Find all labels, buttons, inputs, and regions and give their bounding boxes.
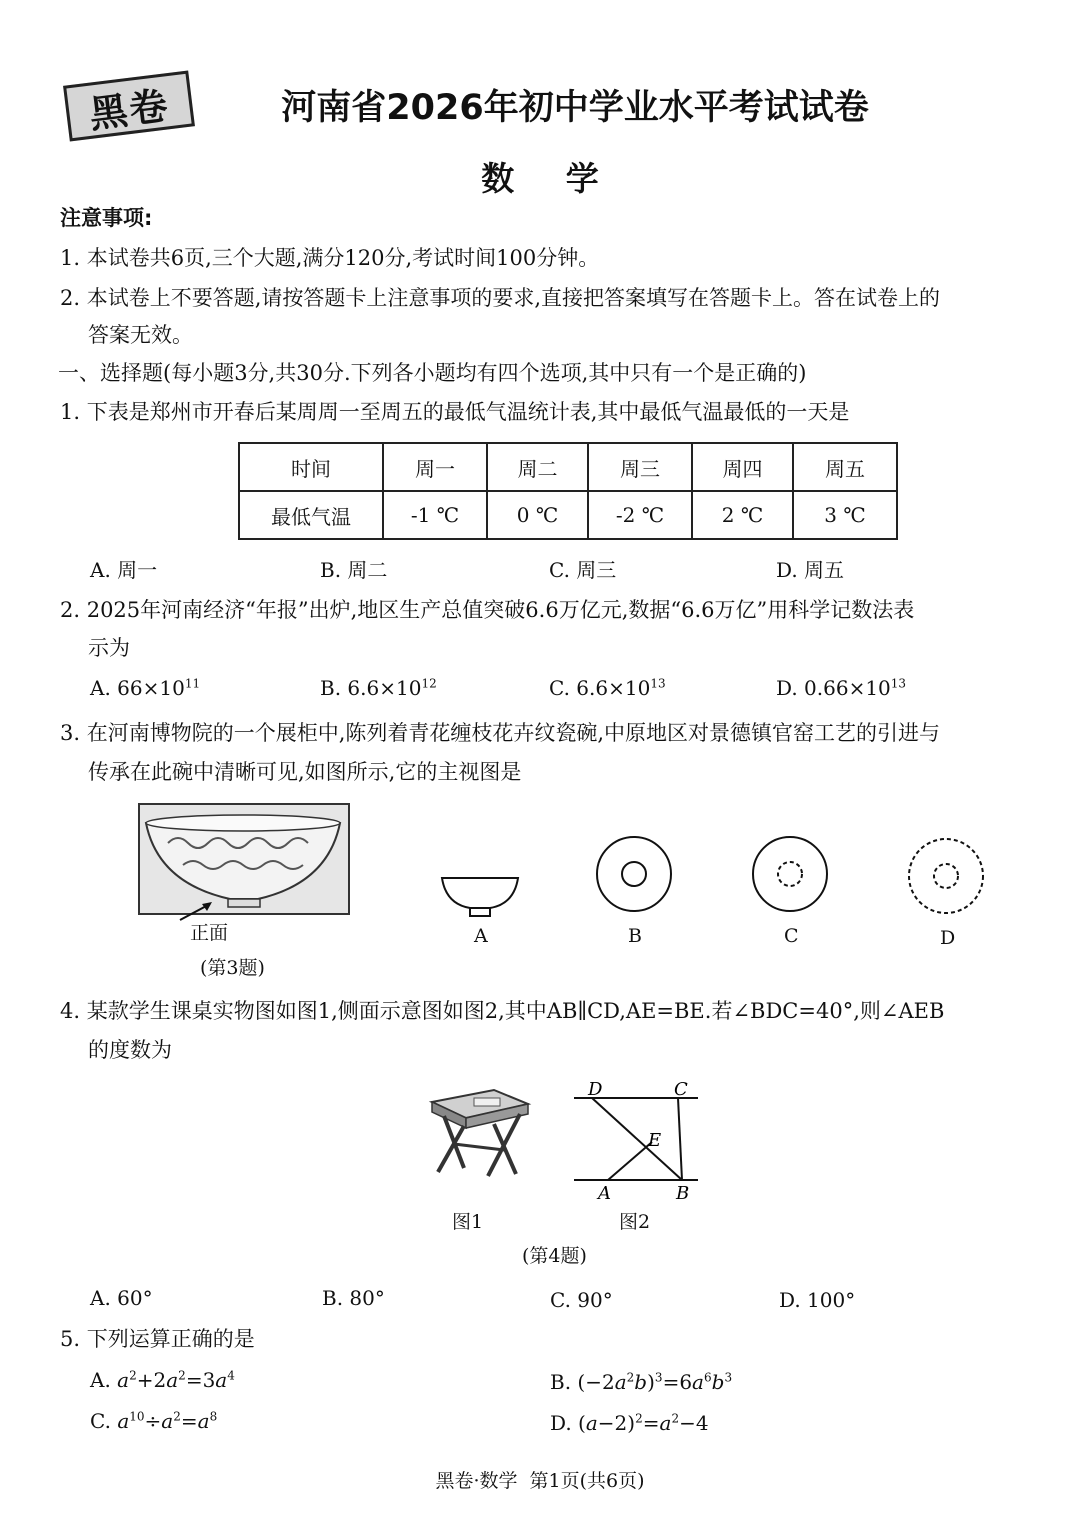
subject-title: 数 学 xyxy=(481,159,619,198)
q3-option-c-figure[interactable] xyxy=(750,834,830,914)
option-text: A. 66×10 xyxy=(90,676,185,700)
q3-option-a-figure[interactable] xyxy=(438,874,522,920)
option-letter: D. xyxy=(550,1411,572,1435)
table-row xyxy=(239,443,897,491)
table-cell: 时间 xyxy=(239,443,383,491)
q2-option-a[interactable] xyxy=(90,676,200,700)
q3-caption: (第3题) xyxy=(200,957,265,979)
option-exponent: 11 xyxy=(184,676,201,691)
table-cell: 周一 xyxy=(383,443,487,491)
q4-line-1: 4. 某款学生课桌实物图如图1,侧面示意图如图2,其中AB∥CD,AE=BE.若∠BDC=40°,则∠AEB xyxy=(60,999,945,1023)
table-cell: 周五 xyxy=(793,443,897,491)
table-cell: 最低气温 xyxy=(239,491,383,539)
q3-line-1: 3. 在河南博物院的一个展柜中,陈列着青花缠枝花卉纹瓷碗,中原地区对景德镇官窑工艺的引进与 xyxy=(60,721,941,745)
option-letter: A. xyxy=(90,1368,111,1392)
q2-option-c[interactable] xyxy=(549,676,666,700)
option-exponent: 13 xyxy=(890,676,907,691)
q4-option-c[interactable]: C. 90° xyxy=(550,1288,613,1312)
table-cell: 周三 xyxy=(588,443,692,491)
option-exponent: 12 xyxy=(421,676,437,691)
bowl-photo xyxy=(138,803,350,915)
q5-stem: 5. 下列运算正确的是 xyxy=(60,1327,255,1351)
table-cell: 3 ℃ xyxy=(793,491,897,539)
q5-option-c[interactable]: C. $a^{10}\div a^2=a^8$ xyxy=(90,1409,218,1433)
notice-heading: 注意事项: xyxy=(60,206,153,230)
q2-line-1: 2. 2025年河南经济“年报”出炉,地区生产总值突破6.6万亿元,数据“6.6万亿”用科学记数法表 xyxy=(60,598,915,622)
q2-option-b[interactable] xyxy=(320,676,437,700)
page-footer: 黑卷·数学 第1页(共6页) xyxy=(435,1470,645,1492)
q3-option-a-label: A xyxy=(474,925,488,947)
q1-option-c[interactable]: C. 周三 xyxy=(549,558,617,582)
q3-option-b-label: B xyxy=(628,925,642,947)
point-a-label: A xyxy=(598,1183,611,1204)
q4-option-a[interactable]: A. 60° xyxy=(90,1286,153,1310)
point-e-label: E xyxy=(648,1130,662,1151)
point-d-label: D xyxy=(588,1080,603,1100)
q5-option-a[interactable]: A. $a^2+2a^2=3a^4$ xyxy=(90,1368,235,1392)
notice-item-2-line-1: 2. 本试卷上不要答题,请按答题卡上注意事项的要求,直接把答案填写在答题卡上。答在试卷上的 xyxy=(60,286,941,310)
figure-2-caption: 图2 xyxy=(619,1211,651,1233)
option-letter: B. xyxy=(550,1370,572,1394)
table-cell: 0 ℃ xyxy=(487,491,588,539)
notice-item-2-line-2: 答案无效。 xyxy=(88,323,193,347)
stamp-text: 黑卷 xyxy=(87,82,172,137)
table-cell: 周二 xyxy=(487,443,588,491)
q3-option-d-label: D xyxy=(940,927,956,949)
q1-stem: 1. 下表是郑州市开春后某周周一至周五的最低气温统计表,其中最低气温最低的一天是 xyxy=(60,400,850,424)
q2-line-2: 示为 xyxy=(88,636,130,660)
table-cell: 周四 xyxy=(692,443,793,491)
q4-caption: (第4题) xyxy=(522,1245,587,1267)
figure-1-caption: 图1 xyxy=(452,1211,484,1233)
q1-option-a[interactable]: A. 周一 xyxy=(90,558,158,582)
exam-title: 河南省2026年初中学业水平考试试卷 xyxy=(281,88,869,128)
q3-option-b-figure[interactable] xyxy=(594,834,674,914)
q4-option-d[interactable]: D. 100° xyxy=(779,1288,856,1312)
desk-photo xyxy=(424,1080,534,1180)
q2-option-d[interactable] xyxy=(776,676,906,700)
q4-option-b[interactable]: B. 80° xyxy=(322,1286,385,1310)
q1-option-b[interactable]: B. 周二 xyxy=(320,558,388,582)
point-b-label: B xyxy=(676,1183,690,1204)
q3-line-2: 传承在此碗中清晰可见,如图所示,它的主视图是 xyxy=(88,760,522,784)
option-text: B. 6.6×10 xyxy=(320,676,422,700)
q5-option-d[interactable]: D. $(a-2)^2=a^2-4$ xyxy=(550,1411,709,1435)
section-1-heading: 一、选择题(每小题3分,共30分.下列各小题均有四个选项,其中只有一个是正确的) xyxy=(58,361,807,385)
q5-option-b[interactable]: B. $(-2a^2b)^3=6a^6b^3$ xyxy=(550,1370,733,1394)
front-label: 正面 xyxy=(190,922,229,944)
option-text: D. 0.66×10 xyxy=(776,676,891,700)
q3-option-c-label: C xyxy=(784,925,799,947)
option-exponent: 13 xyxy=(650,676,666,691)
point-c-label: C xyxy=(674,1080,688,1100)
option-text: C. 6.6×10 xyxy=(549,676,651,700)
geometry-figure-2 xyxy=(570,1080,706,1204)
q4-line-2: 的度数为 xyxy=(88,1038,172,1062)
option-letter: C. xyxy=(90,1409,111,1433)
table-cell: -2 ℃ xyxy=(588,491,692,539)
table-cell: -1 ℃ xyxy=(383,491,487,539)
temperature-table xyxy=(238,442,898,540)
table-row xyxy=(239,491,897,539)
notice-item-1: 1. 本试卷共6页,三个大题,满分120分,考试时间100分钟。 xyxy=(60,246,600,270)
q3-option-d-figure[interactable] xyxy=(906,836,986,916)
table-cell: 2 ℃ xyxy=(692,491,793,539)
q1-option-d[interactable]: D. 周五 xyxy=(776,558,845,582)
